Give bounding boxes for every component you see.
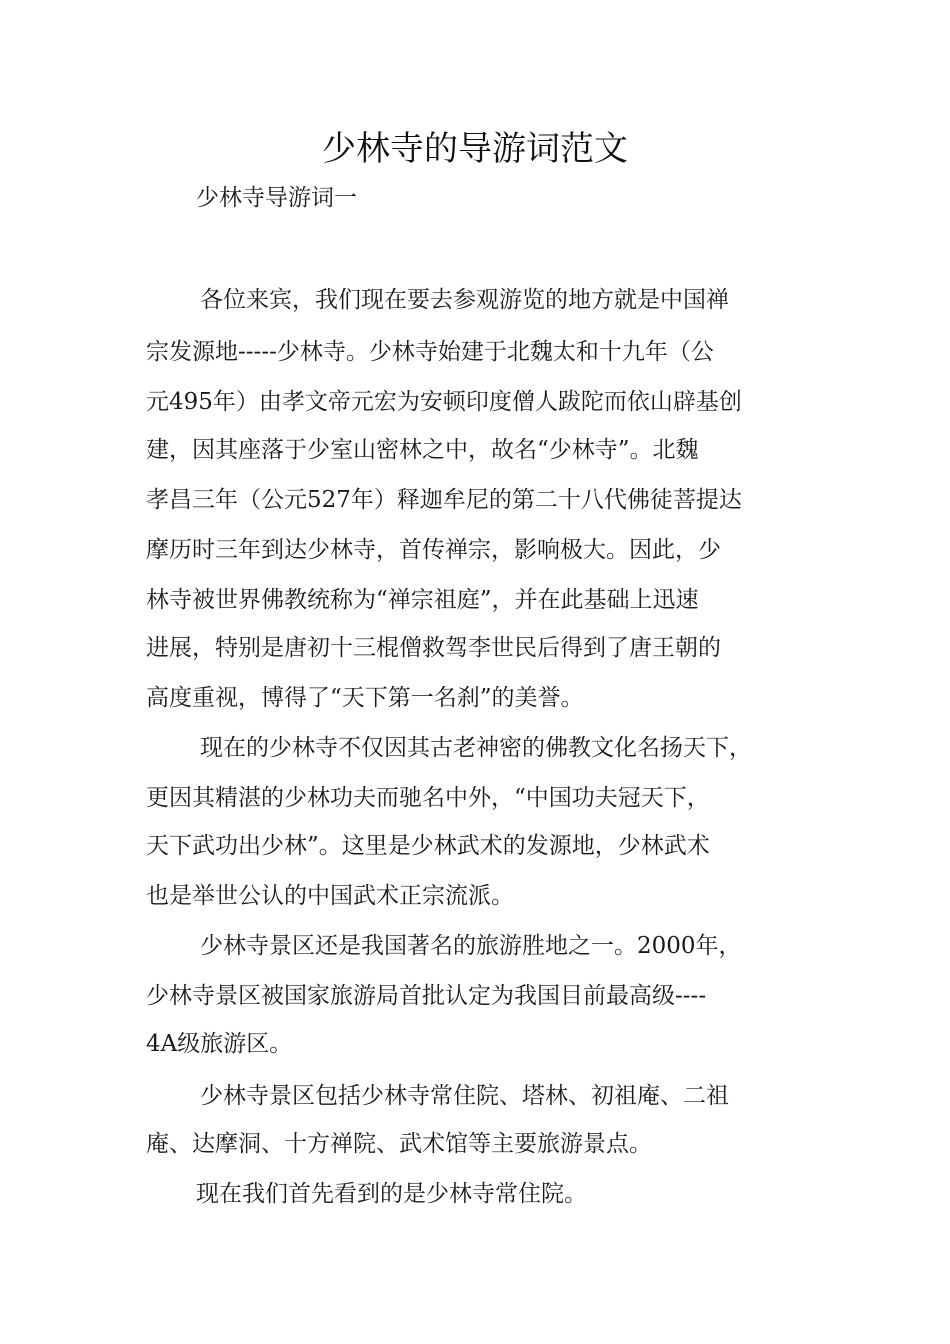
paragraph-line: 孝昌三年（公元527年）释迦牟尼的第二十八代佛徒菩提达 — [146, 487, 742, 513]
paragraph-line: 庵、达摩洞、十方禅院、武术馆等主要旅游景点。 — [146, 1131, 652, 1157]
paragraph-line: 高度重视，博得了“天下第一名刹”的美誉。 — [146, 685, 584, 711]
paragraph-line: 建，因其座落于少室山密林之中，故名“少林寺”。北魏 — [146, 437, 699, 463]
paragraph-line: 摩历时三年到达少林寺，首传禅宗，影响极大。因此，少 — [146, 537, 721, 563]
paragraph-line: 各位来宾，我们现在要去参观游览的地方就是中国禅 — [200, 287, 729, 313]
paragraph-line: 天下武功出少林”。这里是少林武术的发源地，少林武术 — [146, 833, 710, 859]
document-title: 少林寺的导游词范文 — [322, 129, 628, 169]
paragraph-line: 少林寺景区还是我国著名的旅游胜地之一。2000年， — [200, 933, 742, 959]
paragraph-line: 林寺被世界佛教统称为“禅宗祖庭”，并在此基础上迅速 — [146, 587, 699, 613]
paragraph-line: 现在我们首先看到的是少林寺常住院。 — [196, 1181, 587, 1207]
paragraph-line: 少林寺景区包括少林寺常住院、塔林、初祖庵、二祖 — [200, 1083, 729, 1109]
document-subtitle: 少林寺导游词一 — [196, 185, 357, 211]
paragraph-line: 少林寺景区被国家旅游局首批认定为我国目前最高级---- — [146, 983, 707, 1009]
paragraph-line: 也是举世公认的中国武术正宗流派。 — [146, 883, 514, 909]
paragraph-line: 宗发源地-----少林寺。少林寺始建于北魏太和十九年（公 — [146, 339, 714, 365]
paragraph-line: 现在的少林寺不仅因其古老神密的佛教文化名扬天下， — [200, 735, 752, 761]
paragraph-line: 进展，特别是唐初十三棍僧救驾李世民后得到了唐王朝的 — [146, 635, 721, 661]
paragraph-line: 元495年）由孝文帝元宏为安顿印度僧人跋陀而依山辟基创 — [146, 389, 742, 415]
paragraph-line: 4A级旅游区。 — [146, 1031, 293, 1057]
paragraph-line: 更因其精湛的少林功夫而驰名中外，“中国功夫冠天下， — [146, 785, 710, 811]
